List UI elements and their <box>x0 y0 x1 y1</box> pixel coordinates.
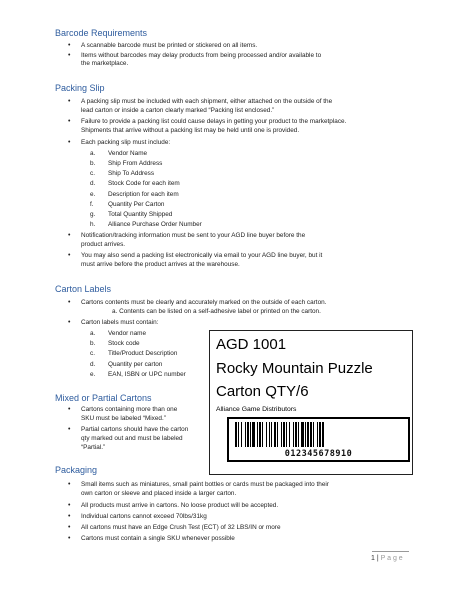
barcode-bar <box>269 422 270 447</box>
barcode-image <box>227 417 410 462</box>
barcode-bar <box>289 422 290 447</box>
carton-item-c: c. Title/Product Description <box>90 350 178 357</box>
carton-item-b: b. Stock code <box>90 340 140 347</box>
barcode-bar <box>293 422 294 447</box>
barcode-bar <box>235 422 237 447</box>
label-carton-qty: Carton QTY/6 <box>216 383 309 400</box>
packing-bullet-1-cont: lead carton or inside a carton clearly marked “Packing list enclosed.” <box>81 107 275 114</box>
page-number: 1 <box>371 555 375 562</box>
barcode-bar <box>317 422 318 447</box>
barcode-bullet-1: • A scannable barcode must be printed or stickered on all items. <box>81 42 257 50</box>
barcode-bar <box>286 422 287 447</box>
heading-mixed-partial-cartons: Mixed or Partial Cartons <box>55 393 152 403</box>
barcode-bar <box>266 422 267 447</box>
packing-bullet-4-cont: product arrives. <box>81 241 126 248</box>
packaging-bullet-5: • Cartons must contain a single SKU whenever possible <box>81 535 235 543</box>
packing-bullet-5-cont: must arrive before the product arrives at the warehouse. <box>81 261 240 268</box>
packing-bullet-2-cont: Shipments that arrive without a packing list may be held until one is provided. <box>81 127 300 134</box>
heading-packing-slip: Packing Slip <box>55 83 105 93</box>
barcode-bar <box>295 422 297 447</box>
barcode-bar <box>250 422 251 447</box>
mixed-bullet-2-cont: qty marked out and must be labeled <box>81 435 183 442</box>
packing-item-e: e. Description for each item <box>90 191 179 198</box>
packaging-bullet-1-cont: own carton or sleeve and placed inside a larger carton. <box>81 490 237 497</box>
carton-item-d: d. Quantity per carton <box>90 361 163 368</box>
barcode-bar <box>238 422 239 447</box>
barcode-bar <box>307 422 309 447</box>
barcode-bars <box>235 422 400 447</box>
label-company-name: Alliance Game Distributors <box>216 406 297 413</box>
packing-item-c: c. Ship To Address <box>90 170 155 177</box>
packaging-bullet-4: • All cartons must have an Edge Crush Test (ECT) of 32 LBS/IN or more <box>81 524 281 532</box>
barcode-bar <box>259 422 261 447</box>
heading-carton-labels: Carton Labels <box>55 284 112 294</box>
barcode-bar <box>313 422 314 447</box>
packing-bullet-2: • Failure to provide a packing list could cause delays in getting your product to the marketplace. <box>81 118 346 126</box>
carton-item-a: a. Vendor name <box>90 330 147 337</box>
mixed-bullet-2: • Partial cartons should have the carton <box>81 426 188 434</box>
packing-bullet-5: • You may also send a packing list electronically via email to your AGD line buyer, but it <box>81 252 322 260</box>
barcode-bar <box>262 422 263 447</box>
barcode-bar <box>281 422 282 447</box>
footer-divider <box>372 551 409 552</box>
carton-bullet-1: • Cartons contents must be clearly and accurately marked on the outside of each carton. <box>81 299 326 307</box>
mixed-bullet-2-cont2: “Partial.” <box>81 444 106 451</box>
packaging-bullet-2: • All products must arrive in cartons. No loose product will be accepted. <box>81 502 278 510</box>
sample-carton-label <box>209 330 413 475</box>
barcode-bar <box>274 422 276 447</box>
heading-barcode-requirements: Barcode Requirements <box>55 28 148 38</box>
packing-item-b: b. Ship From Address <box>90 160 163 167</box>
barcode-bar <box>298 422 299 447</box>
packing-item-d: d. Stock Code for each item <box>90 180 180 187</box>
packing-item-a: a. Vendor Name <box>90 150 148 157</box>
barcode-bar <box>241 422 242 447</box>
footer-separator: | <box>376 555 379 562</box>
carton-bullet-1-sub: a. Contents can be listed on a self-adhesive label or printed on the carton. <box>112 308 321 315</box>
carton-item-e: e. EAN, ISBN or UPC number <box>90 371 186 378</box>
packing-bullet-1: • A packing slip must be included with each shipment, either attached on the outside of the <box>81 98 332 106</box>
barcode-bar <box>257 422 258 447</box>
barcode-bar <box>310 422 312 447</box>
heading-packaging: Packaging <box>55 465 98 475</box>
packing-bullet-3: • Each packing slip must include: <box>81 139 170 147</box>
barcode-bar <box>322 422 324 447</box>
label-product-title: Rocky Mountain Puzzle <box>216 360 373 377</box>
carton-bullet-2: • Carton labels must contain: <box>81 319 158 327</box>
barcode-bar <box>247 422 249 447</box>
mixed-bullet-1-cont: SKU must be labeled “Mixed.” <box>81 415 166 422</box>
barcode-bar <box>271 422 272 447</box>
barcode-bar <box>319 422 321 447</box>
barcode-bar <box>245 422 246 447</box>
barcode-bar <box>252 422 255 447</box>
packing-bullet-4: • Notification/tracking information must be sent to your AGD line buyer before the <box>81 232 305 240</box>
page-word: P a g e <box>380 555 403 562</box>
barcode-bar <box>283 422 285 447</box>
barcode-bullet-2-cont: the marketplace. <box>81 60 129 67</box>
barcode-bar <box>277 422 278 447</box>
page-footer <box>371 555 403 562</box>
mixed-bullet-1: • Cartons containing more than one <box>81 406 177 414</box>
packing-item-f: f. Quantity Per Carton <box>90 201 165 208</box>
label-stock-code: AGD 1001 <box>216 336 287 353</box>
packaging-bullet-1: • Small items such as miniatures, small paint bottles or cards must be packaged into their <box>81 481 329 489</box>
packing-item-h: h. Alliance Purchase Order Number <box>90 221 202 228</box>
barcode-bar <box>305 422 306 447</box>
packing-item-g: g. Total Quantity Shipped <box>90 211 173 218</box>
barcode-number: 012345678910 <box>284 449 353 459</box>
packaging-bullet-3: • Individual cartons cannot exceed 70lbs/31kg <box>81 513 207 521</box>
barcode-bullet-2: • Items without barcodes may delay products from being processed and/or available to <box>81 52 321 60</box>
barcode-bar <box>301 422 304 447</box>
